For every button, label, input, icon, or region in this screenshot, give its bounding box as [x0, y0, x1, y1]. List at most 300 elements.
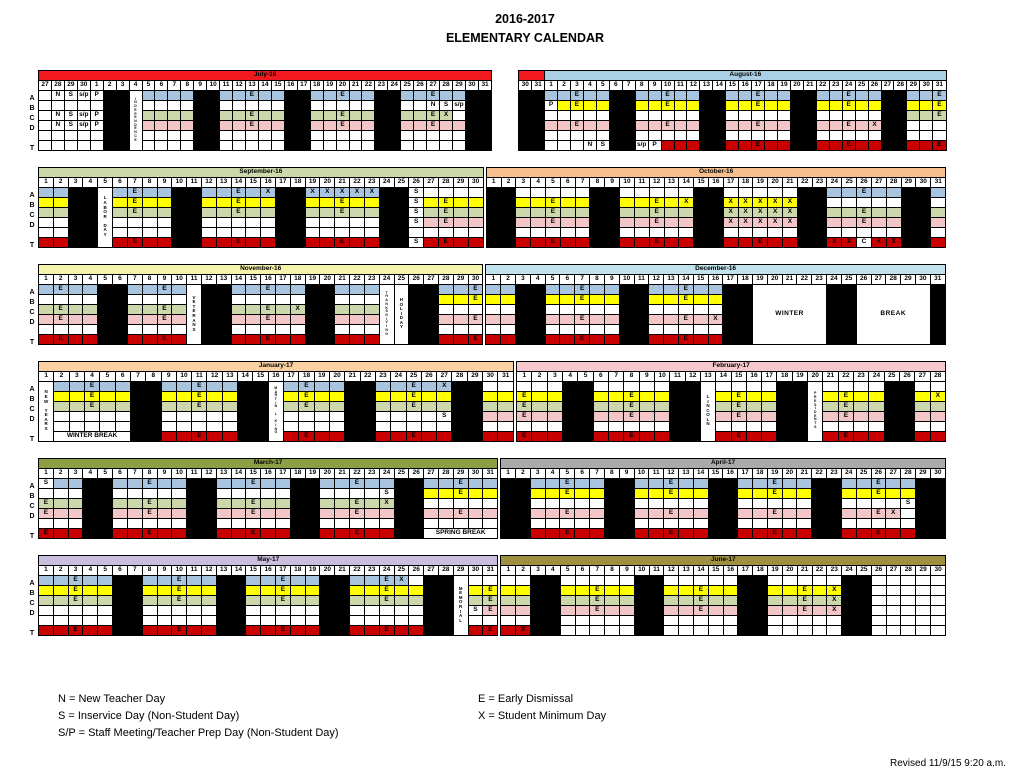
track-change-cell: E — [532, 140, 545, 150]
day-number: 16 — [708, 274, 723, 284]
day-cell — [619, 605, 634, 615]
day-cell: E — [335, 197, 350, 207]
weekend-cell — [98, 334, 113, 344]
weekend-cell — [501, 478, 516, 488]
weekend-cell — [842, 615, 857, 625]
day-cell — [276, 498, 291, 508]
day-cell: E — [172, 595, 187, 605]
track-change-cell: A — [478, 110, 491, 120]
day-cell — [738, 488, 753, 498]
weekend-cell — [649, 575, 664, 585]
weekend-cell — [201, 518, 216, 528]
day-number: 28 — [438, 565, 453, 575]
day-cell — [532, 431, 547, 441]
day-cell — [816, 90, 829, 100]
day-cell — [886, 197, 901, 207]
weekend-cell — [194, 110, 207, 120]
day-number: 25 — [394, 468, 409, 478]
month-header: October-16 — [486, 167, 946, 177]
day-cell — [871, 207, 886, 217]
day-cell — [797, 478, 812, 488]
day-cell: S — [409, 187, 424, 197]
day-cell — [375, 411, 390, 421]
day-cell — [222, 381, 237, 391]
track-change-cell: C — [379, 217, 394, 227]
weekend-cell — [320, 615, 335, 625]
weekend-cell — [803, 100, 816, 110]
day-number: 18 — [777, 371, 792, 381]
month-header: August-16 — [545, 70, 946, 80]
weekend-cell — [605, 207, 620, 217]
weekend-cell — [284, 130, 297, 140]
day-cell — [216, 207, 231, 217]
day-cell — [486, 304, 501, 314]
day-cell — [560, 605, 575, 615]
day-cell — [246, 314, 261, 324]
day-number: 5 — [578, 371, 593, 381]
day-cell — [271, 130, 284, 140]
weekend-cell — [516, 294, 531, 304]
track-change-cell: K — [723, 324, 738, 334]
weekend-cell — [516, 508, 531, 518]
day-cell — [753, 187, 768, 197]
track-row-label-b: B — [29, 492, 35, 500]
day-cell — [350, 605, 365, 615]
weekend-cell — [187, 508, 202, 518]
day-number: 19 — [767, 468, 782, 478]
day-number: 26 — [409, 177, 424, 187]
day-cell — [113, 227, 128, 237]
day-cell — [545, 314, 560, 324]
day-cell — [54, 411, 69, 421]
weekend-cell — [670, 411, 685, 421]
weekend-cell — [98, 498, 113, 508]
day-cell — [501, 284, 516, 294]
day-number: 7 — [575, 274, 590, 284]
track-change-cell: G — [930, 518, 945, 528]
weekend-cell — [609, 110, 622, 120]
day-cell — [276, 615, 291, 625]
day-cell — [560, 237, 575, 247]
day-cell — [583, 130, 596, 140]
weekend-cell — [738, 595, 753, 605]
day-cell: E — [560, 478, 575, 488]
day-cell: X — [753, 197, 768, 207]
weekend-cell — [694, 187, 709, 197]
weekend-cell — [827, 528, 842, 538]
day-cell — [401, 120, 414, 130]
track-change-cell: N — [894, 120, 907, 130]
day-cell — [678, 528, 693, 538]
day-number: 21 — [335, 565, 350, 575]
day-number: 29 — [453, 80, 466, 90]
day-cell — [127, 518, 142, 528]
day-cell — [915, 391, 930, 401]
day-cell — [716, 421, 731, 431]
day-cell — [678, 324, 693, 334]
day-number: 24 — [379, 177, 394, 187]
day-cell — [290, 575, 305, 585]
weekend-cell — [253, 431, 268, 441]
weekend-cell — [216, 615, 231, 625]
weekend-cell — [694, 197, 709, 207]
day-cell — [314, 391, 329, 401]
day-cell: E — [246, 120, 259, 130]
day-cell — [216, 478, 231, 488]
day-cell — [421, 381, 436, 391]
day-cell — [797, 575, 812, 585]
day-cell: E — [468, 294, 483, 304]
weekend-cell — [297, 90, 310, 100]
day-cell — [827, 207, 842, 217]
track-change-cell: K — [424, 615, 439, 625]
day-cell — [516, 207, 531, 217]
day-cell: E — [842, 100, 855, 110]
weekend-cell — [194, 140, 207, 150]
day-cell — [39, 120, 52, 130]
day-cell — [68, 294, 83, 304]
day-cell — [649, 508, 664, 518]
day-cell — [172, 488, 187, 498]
day-cell — [261, 237, 276, 247]
day-cell: X — [753, 207, 768, 217]
day-number: 18 — [753, 468, 768, 478]
day-cell — [246, 615, 261, 625]
weekend-cell — [305, 498, 320, 508]
day-cell — [299, 421, 314, 431]
month-table-september-16 — [38, 167, 484, 248]
day-cell — [933, 120, 946, 130]
day-number: 15 — [271, 80, 284, 90]
day-cell — [782, 478, 797, 488]
month-table-november-16 — [38, 264, 483, 345]
track-change-cell: R — [394, 488, 409, 498]
day-cell: E — [590, 605, 605, 615]
day-cell — [201, 217, 216, 227]
day-cell — [871, 217, 886, 227]
day-number: 20 — [808, 371, 823, 381]
day-cell: E — [336, 120, 349, 130]
weekend-cell — [207, 120, 220, 130]
weekend-cell — [604, 498, 619, 508]
weekend-cell — [634, 284, 649, 294]
weekend-cell — [930, 304, 945, 314]
day-number: 8 — [605, 565, 620, 575]
day-cell — [693, 284, 708, 294]
day-number: 27 — [424, 177, 439, 187]
day-cell — [427, 130, 440, 140]
day-cell — [868, 90, 881, 100]
day-number: 30 — [930, 468, 945, 478]
day-cell — [276, 324, 291, 334]
track-row-label-t: T — [29, 338, 35, 346]
day-cell — [723, 585, 738, 595]
day-cell — [590, 615, 605, 625]
day-cell — [161, 381, 176, 391]
day-cell — [364, 324, 379, 334]
day-cell — [77, 100, 90, 110]
day-number: 29 — [453, 565, 468, 575]
day-cell: E — [231, 237, 246, 247]
track-change-cell: A — [465, 110, 478, 120]
day-number: 14 — [679, 177, 694, 187]
day-cell: S — [409, 217, 424, 227]
weekend-cell — [424, 304, 439, 314]
day-number: 24 — [842, 565, 857, 575]
weekend-cell — [276, 217, 291, 227]
day-number: 18 — [310, 80, 323, 90]
day-cell: X — [827, 595, 842, 605]
day-cell — [783, 227, 798, 237]
day-cell — [409, 615, 424, 625]
day-cell — [320, 478, 335, 488]
day-cell: E — [871, 478, 886, 488]
legend-item: S/P = Staff Meeting/Teacher Prep Day (Non-Student Day) — [58, 726, 339, 739]
day-cell — [39, 284, 54, 294]
day-cell — [161, 411, 176, 421]
day-number: 2 — [103, 80, 116, 90]
day-cell — [261, 227, 276, 237]
day-cell — [53, 605, 68, 615]
day-number: 18 — [290, 468, 305, 478]
track-change-cell: C — [320, 284, 335, 294]
weekend-cell — [253, 391, 268, 401]
day-number: 19 — [305, 468, 320, 478]
day-cell — [142, 324, 157, 334]
day-cell: E — [84, 381, 99, 391]
day-cell — [933, 130, 946, 140]
day-number: 3 — [68, 177, 83, 187]
weekend-cell — [700, 120, 713, 130]
day-cell — [276, 488, 291, 498]
day-number: 31 — [931, 177, 946, 187]
day-cell — [649, 187, 664, 197]
day-number: 30 — [916, 177, 931, 187]
weekend-cell — [290, 227, 305, 237]
day-number: 25 — [856, 565, 871, 575]
weekend-cell — [375, 100, 388, 110]
day-cell — [349, 90, 362, 100]
day-cell — [323, 120, 336, 130]
day-cell — [664, 314, 679, 324]
day-cell — [142, 518, 157, 528]
day-cell — [634, 217, 649, 227]
day-cell — [762, 391, 777, 401]
day-cell — [157, 478, 172, 488]
track-row-label-c: C — [29, 405, 35, 413]
day-cell — [871, 615, 886, 625]
track-change-cell: N — [478, 120, 491, 130]
day-cell — [560, 187, 575, 197]
day-number: 10 — [172, 274, 187, 284]
day-cell — [349, 140, 362, 150]
day-cell — [127, 304, 142, 314]
weekend-cell — [253, 381, 268, 391]
day-cell — [930, 381, 945, 391]
day-cell — [51, 130, 64, 140]
day-cell — [362, 90, 375, 100]
day-cell — [716, 411, 731, 421]
day-cell — [201, 237, 216, 247]
day-cell — [127, 284, 142, 294]
day-number: 21 — [335, 468, 350, 478]
day-cell — [424, 197, 439, 207]
day-number: 21 — [797, 468, 812, 478]
weekend-cell — [901, 187, 916, 197]
weekend-cell — [297, 100, 310, 110]
track-change-cell: N — [409, 508, 424, 518]
day-cell — [284, 401, 299, 411]
day-cell — [723, 625, 738, 635]
day-cell — [414, 90, 427, 100]
day-cell: E — [68, 625, 83, 635]
day-cell — [142, 237, 157, 247]
weekend-cell — [590, 207, 605, 217]
day-number: 18 — [738, 274, 753, 284]
day-cell: E — [350, 508, 365, 518]
day-cell — [246, 207, 261, 217]
track-change-cell: R — [103, 100, 116, 110]
day-cell — [53, 508, 68, 518]
day-cell — [605, 575, 620, 585]
weekend-cell — [563, 401, 578, 411]
day-cell — [816, 120, 829, 130]
day-number: 17 — [752, 80, 765, 90]
track-change-cell: A — [519, 110, 532, 120]
day-number: 3 — [116, 80, 129, 90]
track-row-labels — [26, 361, 38, 445]
day-cell: E — [299, 401, 314, 411]
weekend-cell — [424, 294, 439, 304]
day-number: 8 — [142, 177, 157, 187]
day-cell — [746, 391, 761, 401]
weekend-cell — [777, 431, 792, 441]
day-number: 5 — [98, 274, 113, 284]
day-cell — [590, 518, 605, 528]
day-cell — [649, 518, 664, 528]
day-cell — [679, 625, 694, 635]
day-cell — [624, 421, 639, 431]
day-cell — [305, 217, 320, 227]
day-cell — [812, 585, 827, 595]
day-cell — [246, 585, 261, 595]
day-number: 24 — [841, 468, 856, 478]
day-cell: E — [261, 284, 276, 294]
day-cell — [176, 381, 191, 391]
track-row-label — [26, 522, 38, 532]
weekend-cell — [201, 334, 216, 344]
weekend-cell — [604, 528, 619, 538]
weekend-cell — [930, 294, 945, 304]
day-number: 14 — [238, 371, 253, 381]
weekend-cell — [388, 120, 401, 130]
day-cell: E — [933, 90, 946, 100]
day-cell — [674, 130, 687, 140]
track-change-cell: C — [424, 605, 439, 615]
day-cell — [320, 217, 335, 227]
day-cell — [98, 595, 113, 605]
day-cell — [329, 421, 344, 431]
weekend-cell — [841, 304, 856, 314]
day-number: 26 — [414, 80, 427, 90]
day-cell — [590, 284, 605, 294]
day-cell — [530, 488, 545, 498]
day-cell — [604, 294, 619, 304]
day-cell — [453, 120, 466, 130]
weekend-cell — [605, 227, 620, 237]
day-cell — [901, 575, 916, 585]
day-cell — [187, 595, 202, 605]
weekend-cell — [305, 508, 320, 518]
weekend-cell — [68, 207, 83, 217]
weekend-cell — [284, 100, 297, 110]
day-number: 25 — [855, 80, 868, 90]
day-cell — [276, 304, 291, 314]
day-cell: E — [838, 411, 853, 421]
day-number: 24 — [379, 565, 394, 575]
day-number: 5 — [560, 468, 575, 478]
track-row-label-c: C — [29, 308, 35, 316]
day-cell — [453, 324, 468, 334]
weekend-cell — [827, 334, 842, 344]
day-cell: X — [783, 197, 798, 207]
day-cell — [172, 615, 187, 625]
day-number: 4 — [530, 274, 545, 284]
day-number: 1 — [501, 468, 516, 478]
day-number: 19 — [753, 274, 768, 284]
day-cell — [414, 130, 427, 140]
day-cell: E — [427, 90, 440, 100]
track-change-cell: E — [438, 625, 453, 635]
day-cell — [575, 625, 590, 635]
day-number: 9 — [639, 371, 654, 381]
day-cell — [161, 421, 176, 431]
day-number: 7 — [590, 565, 605, 575]
weekend-cell — [360, 391, 375, 401]
day-cell — [560, 595, 575, 605]
weekend-cell — [172, 207, 187, 217]
day-cell — [920, 120, 933, 130]
title-year: 2016-2017 — [495, 12, 555, 26]
day-number: 10 — [634, 565, 649, 575]
track-change-cell: N — [116, 120, 129, 130]
month-header: May-17 — [39, 555, 498, 565]
day-cell — [575, 518, 590, 528]
day-cell — [83, 605, 98, 615]
day-cell — [829, 100, 842, 110]
day-cell — [201, 187, 216, 197]
day-number: 21 — [349, 80, 362, 90]
day-cell — [664, 585, 679, 595]
day-cell: E — [590, 595, 605, 605]
day-cell — [486, 324, 501, 334]
weekend-cell — [216, 605, 231, 615]
day-cell: S — [379, 488, 394, 498]
day-cell — [571, 110, 584, 120]
day-cell — [424, 237, 439, 247]
track-change-cell: A — [394, 498, 409, 508]
day-cell — [172, 478, 187, 488]
day-number: 22 — [797, 177, 812, 187]
day-cell — [172, 314, 187, 324]
holiday-cell: M E M O R I A L — [453, 575, 468, 635]
weekend-cell — [201, 488, 216, 498]
day-cell — [483, 498, 498, 508]
day-cell — [752, 130, 765, 140]
day-cell — [362, 130, 375, 140]
day-cell — [127, 478, 142, 488]
day-number: 22 — [350, 274, 365, 284]
